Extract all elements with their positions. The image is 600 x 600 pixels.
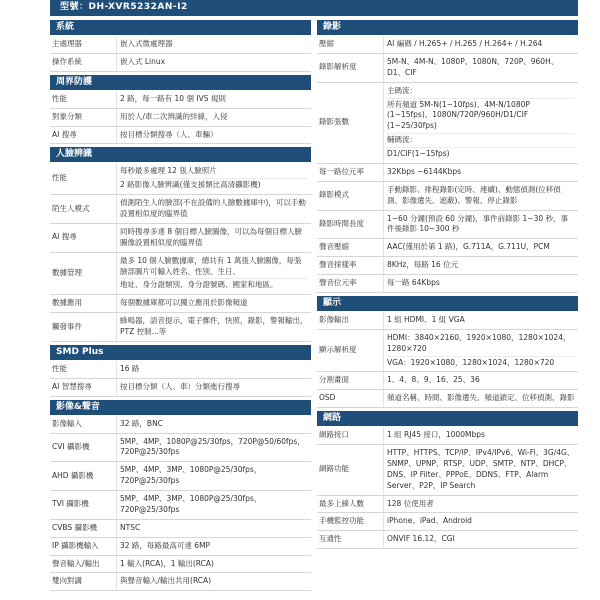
section-header: 錄影	[317, 20, 578, 35]
spec-row	[50, 556, 311, 574]
spec-value-line: 地址、身分證類別、身分證號碼、國家和地區。	[120, 278, 308, 292]
spec-value	[116, 224, 311, 252]
section-header: SMD Plus	[50, 345, 311, 360]
spec-value-line: 用於人/車二次辨識的絆線，入侵	[120, 111, 228, 121]
spec-value-line: 1 組 RJ45 接口，1000Mbps	[387, 430, 485, 440]
spec-row	[50, 313, 311, 342]
spec-row	[50, 127, 311, 145]
spec-row	[317, 83, 578, 164]
spec-value	[383, 275, 578, 292]
spec-value	[116, 36, 311, 53]
spec-value-line: 1~60 分鐘(預設 60 分鐘)，事件前錄影 1~30 秒，事件後錄影 10~300 秒	[387, 213, 569, 234]
spec-value	[116, 434, 311, 462]
spec-key: TVI 攝影機	[52, 499, 89, 509]
spec-value-line: 每一路 64Kbps	[387, 278, 440, 287]
spec-value-line: 2 路影像人臉辨識(僅支援類比高清攝影機)	[120, 178, 308, 192]
spec-value	[383, 496, 578, 513]
spec-row	[50, 573, 311, 591]
spec-value-line: 每秒最多處理 12 張人臉照片	[120, 166, 217, 176]
spec-key: 對象分類	[52, 111, 82, 121]
spec-value	[116, 491, 311, 519]
spec-row	[50, 379, 311, 397]
spec-value-line: 按目標分類搜尋（人、車輛）	[120, 129, 218, 139]
spec-key: 網路功能	[319, 464, 349, 474]
spec-key: 每一路位元率	[319, 166, 364, 176]
spec-value	[116, 361, 311, 378]
spec-value	[383, 257, 578, 274]
spec-row	[317, 312, 578, 330]
spec-row	[317, 239, 578, 257]
spec-key: 影像輸出	[319, 314, 349, 324]
spec-key: 影像輸入	[52, 418, 82, 428]
spec-value	[383, 83, 578, 163]
spec-value-line: 同時搜尋多達 8 個目標人臉圖像，可以為每個目標人臉圖像設置相似度的臨界值	[120, 226, 303, 247]
spec-key: 主處理器	[52, 39, 82, 48]
spec-key: 操作系統	[52, 56, 82, 66]
left-column	[50, 20, 311, 591]
spec-row	[317, 496, 578, 514]
spec-row	[50, 109, 311, 127]
spec-row	[317, 531, 578, 549]
spec-value	[116, 538, 311, 555]
spec-row	[50, 361, 311, 379]
spec-key: 聲音採樣率	[319, 260, 357, 270]
spec-key: 錄影模式	[319, 190, 349, 200]
spec-key: 性能	[52, 173, 67, 183]
spec-key: 手機監控功能	[319, 516, 364, 526]
spec-row	[317, 54, 578, 83]
spec-value-line: 2 路，每一路有 10 個 IVS 規則	[120, 93, 226, 103]
spec-value	[116, 313, 311, 341]
spec-row	[50, 36, 311, 54]
spec-key: 錄影時間長度	[319, 218, 364, 228]
spec-row	[317, 36, 578, 54]
spec-value	[116, 295, 311, 312]
spec-value-line: 每個數據庫都可以獨立應用於影像頻道	[120, 298, 248, 308]
spec-value-line: 所有頻道 5M-N(1~10fps)、4M-N/1080P (1~15fps)、1080N/720P/960H/D1/CIF (1~25/30fps)	[387, 98, 575, 134]
spec-value-line: 主碼流：	[387, 85, 417, 95]
spec-key: AHD 攝影機	[52, 470, 94, 480]
spec-key: 數據應用	[52, 298, 82, 308]
spec-value	[116, 556, 311, 573]
section-header: 顯示	[317, 296, 578, 311]
spec-value	[116, 163, 311, 194]
spec-key: 陌生人模式	[52, 203, 90, 213]
spec-value	[383, 54, 578, 82]
spec-key: 性能	[52, 93, 67, 103]
spec-row	[50, 491, 311, 520]
spec-row	[317, 372, 578, 390]
spec-value	[116, 520, 311, 537]
spec-key: AI 智慧搜尋	[52, 381, 92, 391]
spec-value-line: 手動錄影、排程錄影(定時、連續)、動態偵測(位移偵測、影像遺失、遮蔽)、警報、停止錄影	[387, 184, 561, 205]
spec-key: 雙向對講	[52, 576, 82, 586]
spec-value	[116, 462, 311, 490]
right-column	[317, 20, 578, 591]
spec-row	[50, 195, 311, 224]
spec-value-line: 8KHz，每路 16 位元	[387, 260, 459, 270]
spec-row	[50, 434, 311, 463]
spec-value	[383, 182, 578, 210]
spec-key: CVI 攝影機	[52, 441, 90, 451]
spec-row	[317, 164, 578, 182]
spec-value	[383, 390, 578, 407]
spec-value	[116, 416, 311, 433]
spec-value-line: HDMI：3840×2160，1920×1080，1280×1024，1280×720	[387, 332, 571, 353]
spec-value-line: 128 位使用者	[387, 498, 434, 508]
spec-value-line: 輔碼流：	[387, 133, 575, 147]
spec-row	[50, 224, 311, 253]
spec-value-line: 5MP、4MP、3MP、1080P@25/30fps，720P@25/30fps	[120, 465, 262, 486]
spec-value-line: 1 組 HDMI、1 組 VGA	[387, 314, 465, 324]
spec-value	[116, 54, 311, 71]
spec-row	[317, 513, 578, 531]
spec-value	[116, 253, 311, 295]
spec-key: 聲音位元率	[319, 278, 357, 287]
spec-key: 最多上線人數	[319, 498, 364, 508]
spec-row	[50, 462, 311, 491]
spec-row	[50, 538, 311, 556]
spec-key: 顯示解析度	[319, 345, 357, 355]
spec-row	[317, 445, 578, 496]
spec-value-line: VGA：1920×1080，1280×1024，1280×720	[387, 356, 575, 370]
spec-key: AI 搜尋	[52, 232, 77, 242]
spec-row	[50, 91, 311, 109]
spec-value-line: 1 輸入(RCA)，1 輸出(RCA)	[120, 558, 214, 568]
spec-value-line: 5MP、4MP、3MP、1080P@25/30fps，720P@25/30fps	[120, 494, 262, 514]
spec-key: 數據管理	[52, 268, 82, 277]
model-title: 型號：DH-XVR5232AN-I2	[50, 0, 578, 16]
spec-value-line: 頻道名稱、時間、影像遺失、頻道鎖定、位移偵測、錄影	[387, 393, 575, 403]
spec-value	[383, 36, 578, 53]
spec-key: 錄影解析度	[319, 62, 357, 72]
spec-value-line: AI 編碼 / H.265+ / H.265 / H.264+ / H.264	[387, 39, 543, 48]
section-header: 系統	[50, 20, 311, 35]
spec-value-line: 16 路	[120, 363, 140, 373]
spec-row	[50, 416, 311, 434]
spec-value	[383, 164, 578, 181]
spec-row	[50, 520, 311, 538]
section-header: 人臉辨識	[50, 147, 311, 162]
spec-value-line: NTSC	[120, 522, 141, 532]
spec-key: OSD	[319, 393, 336, 403]
spec-value	[116, 127, 311, 144]
spec-row	[317, 427, 578, 445]
spec-row	[317, 390, 578, 408]
spec-value	[383, 330, 578, 372]
spec-value	[383, 513, 578, 530]
spec-value	[383, 445, 578, 495]
spec-value-line: 偵測陌生人的臉部(不在設備的人臉數據庫中)，可以手動設置相似度的臨界值	[120, 198, 306, 218]
section-header: 周界防護	[50, 75, 311, 90]
spec-value-line: HTTP、HTTPS、TCP/IP、IPv4/IPv6、Wi-Fi、3G/4G、SNMP、UPNP、RTSP、UDP、SMTP、NTP、DHCP、DNS、IP Filter、PPPoE、DDNS、FTP、Alarm Server、P2P、IP Search	[387, 448, 575, 490]
spec-value	[383, 372, 578, 389]
spec-value-line: 32 路，BNC	[120, 418, 163, 428]
spec-row	[317, 275, 578, 293]
spec-value	[116, 195, 311, 223]
spec-key: 聲音壓縮	[319, 242, 349, 252]
spec-key: 壓縮	[319, 39, 334, 48]
spec-key: 網路接口	[319, 430, 349, 440]
spec-row	[50, 253, 311, 296]
spec-value-line: 1、4、8、9、16、25、36	[387, 375, 480, 385]
spec-value-line: 5M-N、4M-N、1080P、1080N、720P、960H、D1、CIF	[387, 56, 559, 77]
spec-value	[116, 573, 311, 590]
spec-value-line: iPhone、iPad、Android	[387, 516, 472, 526]
spec-value	[116, 379, 311, 396]
spec-value-line: 按目標分類（人、車）分類進行搜尋	[120, 381, 240, 391]
spec-key: 錄影張數	[319, 117, 349, 127]
spec-row	[50, 295, 311, 313]
spec-value-line: ONVIF 16.12，CGI	[387, 534, 455, 544]
spec-key: 互通性	[319, 534, 342, 544]
spec-value	[116, 91, 311, 108]
spec-value-line: 5MP、4MP、1080P@25/30fps，720P@50/60fps，720P@25/30fps	[120, 436, 305, 457]
spec-value	[383, 312, 578, 329]
spec-value	[116, 109, 311, 126]
section-header: 影像&聲音	[50, 400, 311, 415]
spec-value-line: 嵌入式 Linux	[120, 56, 166, 66]
spec-value	[383, 211, 578, 239]
spec-key: AI 搜尋	[52, 129, 77, 139]
spec-value-line: AAC(僅用於第 1 路)，G.711A，G.711U，PCM	[387, 242, 550, 252]
section-header: 網路	[317, 411, 578, 426]
spec-key: CVBS 攝影機	[52, 522, 98, 532]
spec-row	[50, 163, 311, 195]
spec-value-line: 嵌入式微處理器	[120, 39, 173, 48]
spec-key: 性能	[52, 363, 67, 373]
spec-value-line: 與聲音輸入/輸出共用(RCA)	[120, 576, 212, 586]
spec-value-line: 32 路，每路最高可達 6MP	[120, 540, 211, 550]
spec-row	[317, 211, 578, 240]
spec-value	[383, 427, 578, 444]
spec-value-line: D1/CIF(1~15fps)	[387, 147, 575, 161]
spec-value-line: 蜂鳴器，語音提示，電子郵件，快照，錄影，警報輸出，PTZ 控制...等	[120, 316, 308, 336]
spec-key: 觸發事件	[52, 321, 82, 331]
spec-key: 分割畫面	[319, 375, 349, 385]
spec-row	[317, 330, 578, 373]
spec-key: 聲音輸入/輸出	[52, 558, 100, 568]
spec-row	[50, 54, 311, 72]
spec-row	[317, 182, 578, 211]
spec-value-line: 32Kbps ~6144Kbps	[387, 166, 461, 176]
spec-value	[383, 531, 578, 548]
spec-row	[317, 257, 578, 275]
spec-value-line: 最多 10 個人臉數據庫，總共有 1 萬張人臉圖像，每張臉部圖片可輸入姓名、性別、生日、	[120, 255, 302, 276]
spec-key: IP 攝影機輸入	[52, 540, 99, 550]
spec-columns	[50, 20, 578, 591]
spec-value	[383, 239, 578, 256]
